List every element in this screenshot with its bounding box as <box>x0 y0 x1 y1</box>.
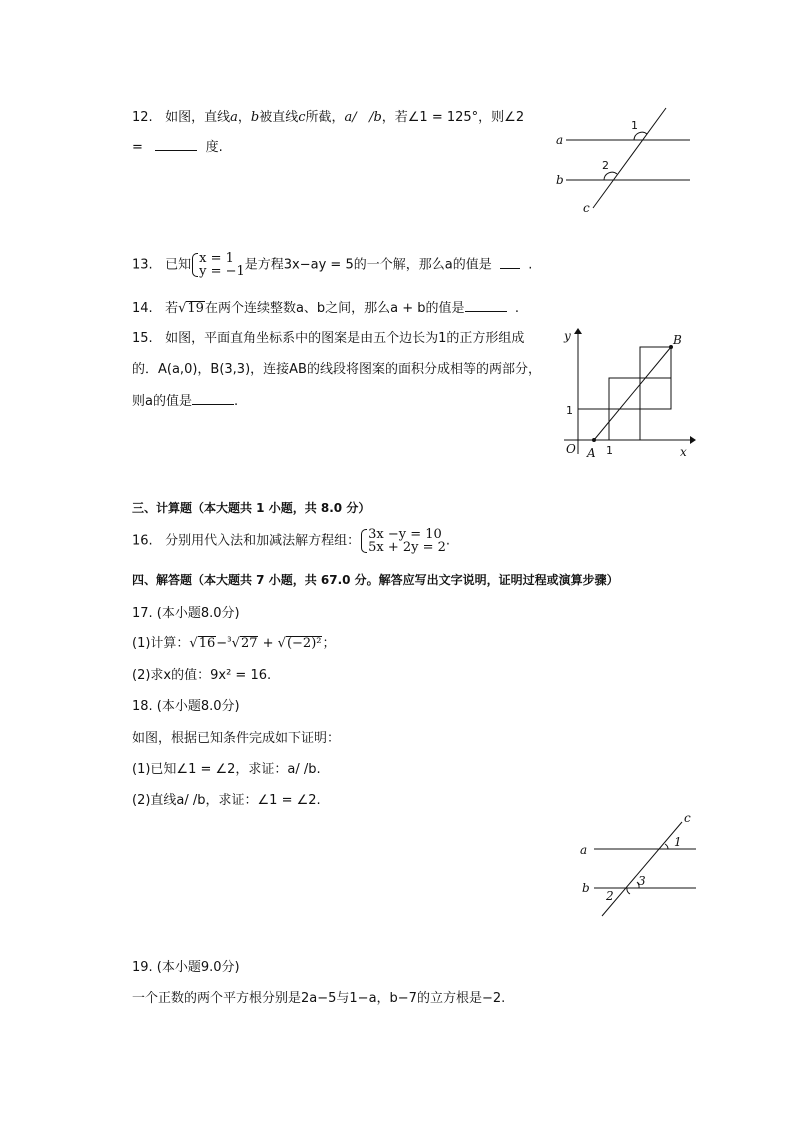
q16-line <box>132 528 450 554</box>
q12-condition: ，若∠1 = 125°，则∠2 <box>381 110 525 125</box>
fig15-label-a: A <box>587 446 596 460</box>
q16-text: 分别用代入法和加减法解方程组： <box>165 533 361 549</box>
q17-minus: − <box>216 636 228 651</box>
square-2 <box>609 409 640 440</box>
q15-line2 <box>132 358 541 377</box>
angle-2-arc <box>627 888 630 894</box>
q13-line <box>132 252 532 278</box>
q14-number: 14. <box>132 301 153 316</box>
q13-text: 是方程3x−ay = 5的一个解，那么a的值是 <box>244 257 492 273</box>
section-3-title: 三、计算题（本大题共 1 小题，共 8.0 分） <box>132 501 371 515</box>
q17-part1: (1)计算：√16−$^3$√27 + √(−2)²； <box>132 635 336 651</box>
q19-header: 19. (本小题9.0分) <box>132 960 240 975</box>
q13-equation-system <box>191 252 245 278</box>
q16-sys-top: 3x −y = 10 <box>368 527 442 542</box>
q13-answer-blank[interactable] <box>500 256 520 269</box>
line-c <box>593 108 666 208</box>
q15-number: 15. <box>132 331 153 346</box>
fig12-label-a: a <box>556 133 564 147</box>
q12-unit: 度. <box>205 140 223 155</box>
angle-2-arc <box>604 172 617 180</box>
q13-sys-top: x = 1 <box>199 251 234 266</box>
q17-root-neg2-sq: (−2)² <box>286 636 322 651</box>
q12-sep: ， <box>237 110 251 125</box>
square-4 <box>640 378 671 409</box>
q15-line3 <box>132 390 238 409</box>
q17-plus: + <box>258 636 278 651</box>
q14-end: . <box>514 301 519 316</box>
q12-line2 <box>132 136 223 155</box>
fig15-label-o: O <box>566 442 576 456</box>
q15-end: . <box>233 394 239 409</box>
q18-part2: (2)直线a/ /b，求证：∠1 = ∠2. <box>132 793 321 808</box>
q12-var-c: c <box>298 110 306 125</box>
q15-line1 <box>132 327 524 346</box>
fig15-label-x: x <box>680 445 687 459</box>
fig12-label-c: c <box>583 201 590 215</box>
fig18-label-1: 1 <box>674 835 682 849</box>
point-a <box>592 438 596 442</box>
q16-number: 16. <box>132 533 153 549</box>
fig12-label-1: 1 <box>631 119 638 132</box>
q12-parallel-b: /b <box>369 110 382 125</box>
angle-1-arc <box>665 844 668 849</box>
q17-header: 17. (本小题8.0分) <box>132 606 240 621</box>
q14-radicand: 19 <box>187 301 204 316</box>
q16-sys-bottom: 5x + 2y = 2 <box>368 540 446 555</box>
q17-part1-end: ； <box>322 636 336 651</box>
q14-answer-blank[interactable] <box>465 299 507 312</box>
q12-parallel-a: a/ <box>344 110 357 125</box>
fig18-label-3: 3 <box>638 874 646 888</box>
figure-q12-transversal <box>548 100 698 220</box>
q13-prefix: 已知 <box>165 257 192 273</box>
q13-number: 13. <box>132 257 153 273</box>
figure-q15-coordinate-grid <box>558 326 698 464</box>
q18-intro: 如图，根据已知条件完成如下证明： <box>132 731 341 746</box>
q15-text-2: 的．A(a,0)，B(3,3)，连接AB的线段将图案的面积分成相等的两部分， <box>132 362 541 377</box>
q17-root-16: 16 <box>198 636 216 651</box>
square-1 <box>578 409 609 440</box>
q12-var-b: b <box>250 110 260 125</box>
q12-equals: = <box>132 140 143 155</box>
q15-text-3: 则a的值是 <box>132 394 192 409</box>
q13-end: . <box>528 257 533 273</box>
q12-text-c: 所截， <box>305 110 345 125</box>
square-5 <box>640 347 671 378</box>
q12-line1 <box>132 106 524 125</box>
q16-end: . <box>445 533 451 549</box>
fig18-label-2: 2 <box>606 889 614 903</box>
fig12-label-2: 2 <box>602 159 609 172</box>
q15-answer-blank[interactable] <box>192 392 234 405</box>
fig15-tick-y1: 1 <box>566 404 573 417</box>
q12-text: 如图，直线 <box>165 110 231 125</box>
q17-part2: (2)求x的值：9x² = 16. <box>132 668 272 683</box>
segment-ab <box>594 347 671 440</box>
q12-var-a: a <box>230 110 238 125</box>
q18-header: 18. (本小题8.0分) <box>132 699 240 714</box>
fig15-label-y: y <box>564 329 571 343</box>
square-3 <box>609 378 640 409</box>
fig15-label-b: B <box>673 333 682 347</box>
q14-prefix: 若 <box>165 301 179 316</box>
q12-answer-blank[interactable] <box>155 138 197 151</box>
q19-text: 一个正数的两个平方根分别是2a−5与1−a，b−7的立方根是−2. <box>132 991 506 1006</box>
y-axis-arrow <box>574 328 582 334</box>
figure-q18-transversal <box>576 808 700 920</box>
fig12-label-b: b <box>556 173 564 187</box>
q12-text-b: 被直线 <box>259 110 299 125</box>
q14-text: 在两个连续整数a、b之间，那么a + b的值是 <box>204 301 465 316</box>
x-axis-arrow <box>690 436 696 444</box>
q17-cube-index: 3 <box>227 635 232 644</box>
q12-number: 12. <box>132 110 153 125</box>
q17-part1-label: (1)计算： <box>132 636 190 651</box>
fig18-label-a: a <box>580 843 588 857</box>
q13-sys-bottom: y = −1 <box>199 264 245 279</box>
q17-root-27: 27 <box>240 636 258 651</box>
q18-part1: (1)已知∠1 = ∠2，求证：a/ /b. <box>132 762 321 777</box>
fig18-label-c: c <box>684 811 691 825</box>
q16-equation-system <box>360 528 446 554</box>
q14-line: 14. 若√19在两个连续整数a、b之间，那么a + b的值是 . <box>132 301 519 316</box>
fig18-label-b: b <box>582 881 590 895</box>
fig15-tick-x1: 1 <box>606 444 613 457</box>
line-c <box>602 822 682 916</box>
q15-text-1: 如图，平面直角坐标系中的图案是由五个边长为1的正方形组成 <box>165 331 525 346</box>
section-4-title: 四、解答题（本大题共 7 小题，共 67.0 分。解答应写出文字说明，证明过程或演算步骤） <box>132 573 619 587</box>
